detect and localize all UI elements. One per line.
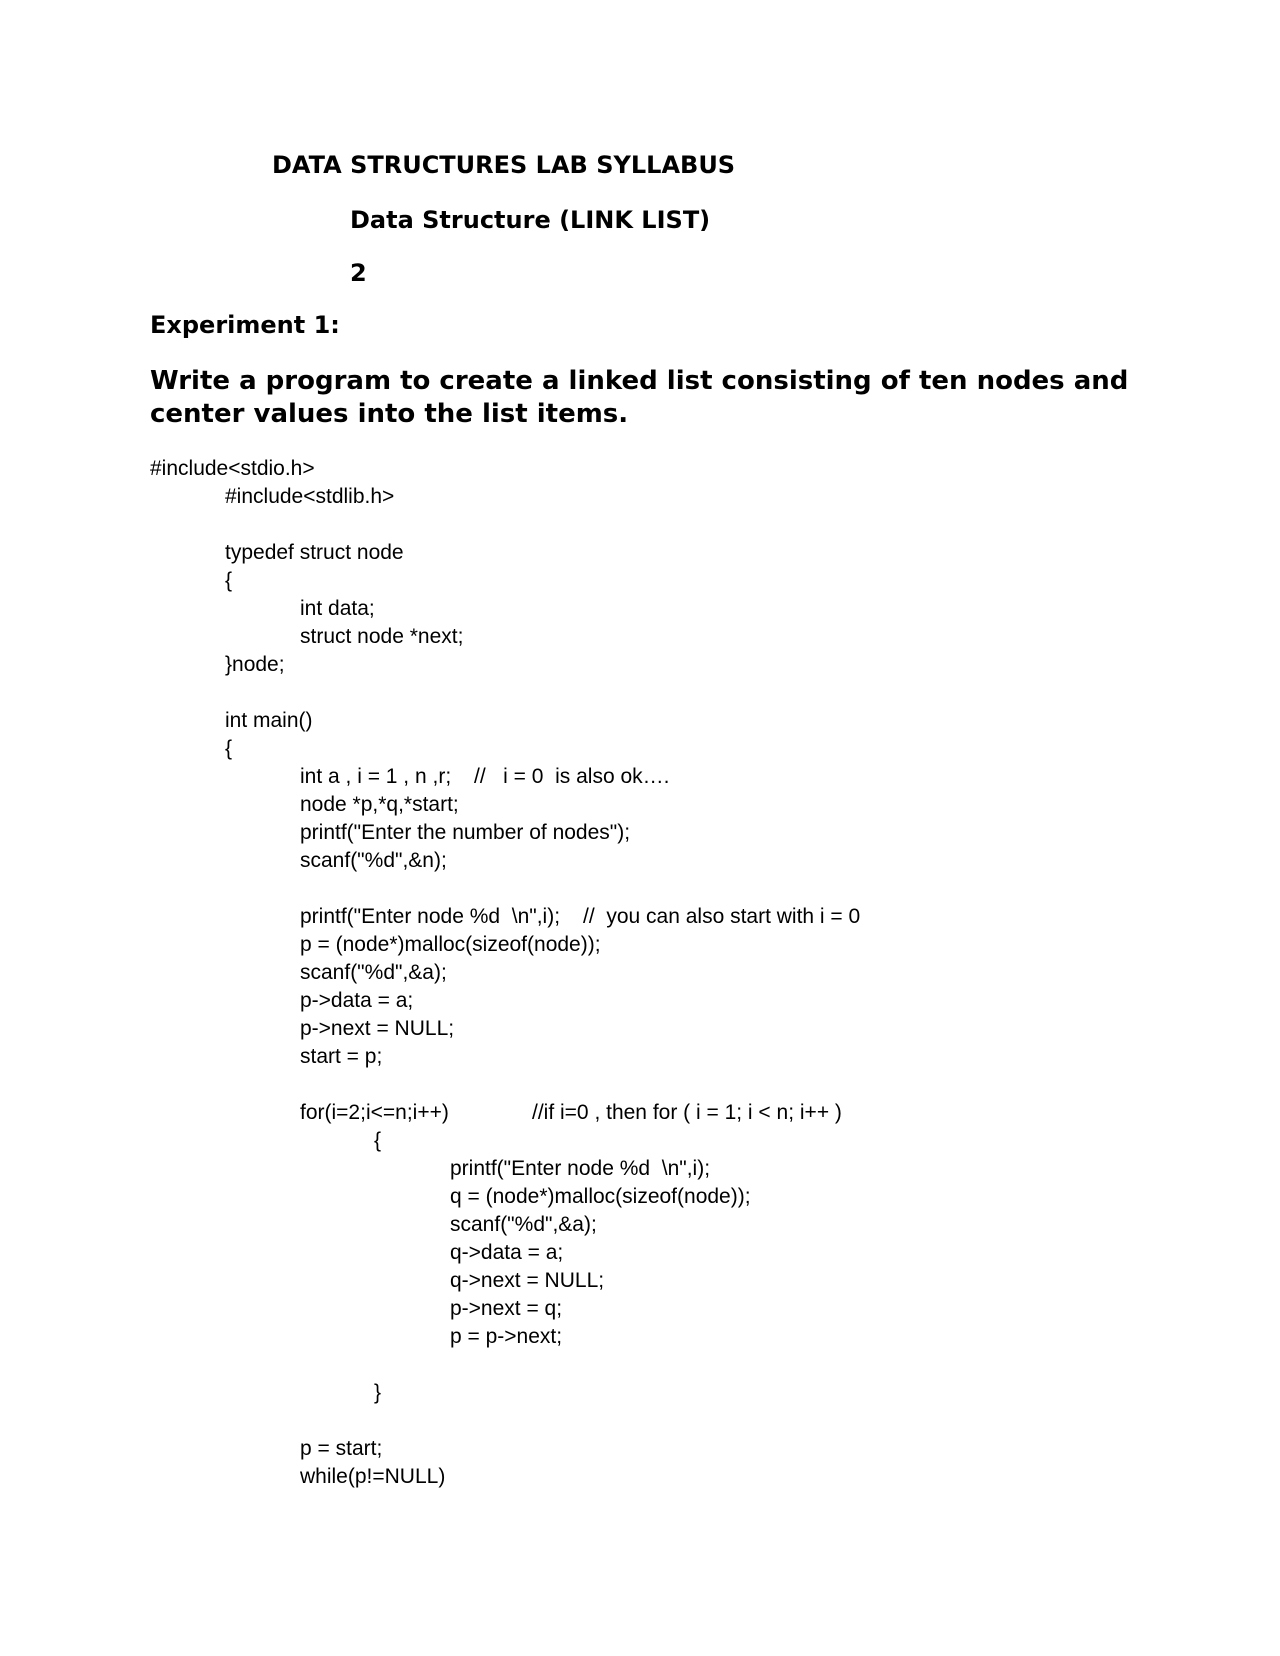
code-line: scanf("%d",&a); xyxy=(450,1213,597,1236)
code-line: scanf("%d",&a); xyxy=(300,961,447,984)
code-line: start = p; xyxy=(300,1045,383,1068)
code-line: }node; xyxy=(225,653,285,676)
code-line: p->data = a; xyxy=(300,989,414,1012)
code-line: } xyxy=(374,1381,382,1404)
code-line: scanf("%d",&n); xyxy=(300,849,447,872)
code-line: node *p,*q,*start; xyxy=(300,793,459,816)
code-line: struct node *next; xyxy=(300,625,464,648)
code-line: { xyxy=(225,569,233,592)
experiment-question: Write a program to create a linked list consisting of ten nodes and center values into the list items. xyxy=(150,366,1129,429)
code-line: { xyxy=(225,737,233,760)
code-line: int data; xyxy=(300,597,375,620)
code-line: p = p->next; xyxy=(450,1325,563,1348)
code-line: typedef struct node xyxy=(225,541,404,564)
code-comment: // i = 0 is also ok…. xyxy=(474,765,670,788)
code-line: printf("Enter node %d \n",i); xyxy=(300,905,561,928)
code-comment: //if i=0 , then for ( i = 1; i < n; i++ ) xyxy=(532,1101,842,1124)
code-line: p = start; xyxy=(300,1437,383,1460)
page-number: 2 xyxy=(350,259,367,287)
code-line: for(i=2;i<=n;i++) xyxy=(300,1101,449,1124)
code-line: printf("Enter the number of nodes"); xyxy=(300,821,631,844)
document-subtitle: Data Structure (LINK LIST) xyxy=(350,206,711,234)
experiment-heading: Experiment 1: xyxy=(150,311,340,339)
code-line: p->next = q; xyxy=(450,1297,563,1320)
code-line: while(p!=NULL) xyxy=(300,1465,446,1488)
code-line: p = (node*)malloc(sizeof(node)); xyxy=(300,933,601,956)
code-line: int a , i = 1 , n ,r; xyxy=(300,765,452,788)
document-title: DATA STRUCTURES LAB SYLLABUS xyxy=(272,151,736,179)
code-line: q->next = NULL; xyxy=(450,1269,605,1292)
code-line: q = (node*)malloc(sizeof(node)); xyxy=(450,1185,751,1208)
code-line: p->next = NULL; xyxy=(300,1017,455,1040)
code-line: #include<stdio.h> xyxy=(150,457,315,480)
code-line: #include<stdlib.h> xyxy=(225,485,395,508)
code-line: { xyxy=(374,1129,382,1152)
code-line: q->data = a; xyxy=(450,1241,564,1264)
code-comment: // you can also start with i = 0 xyxy=(583,905,861,928)
code-line: int main() xyxy=(225,709,313,732)
code-line: printf("Enter node %d \n",i); xyxy=(450,1157,711,1180)
